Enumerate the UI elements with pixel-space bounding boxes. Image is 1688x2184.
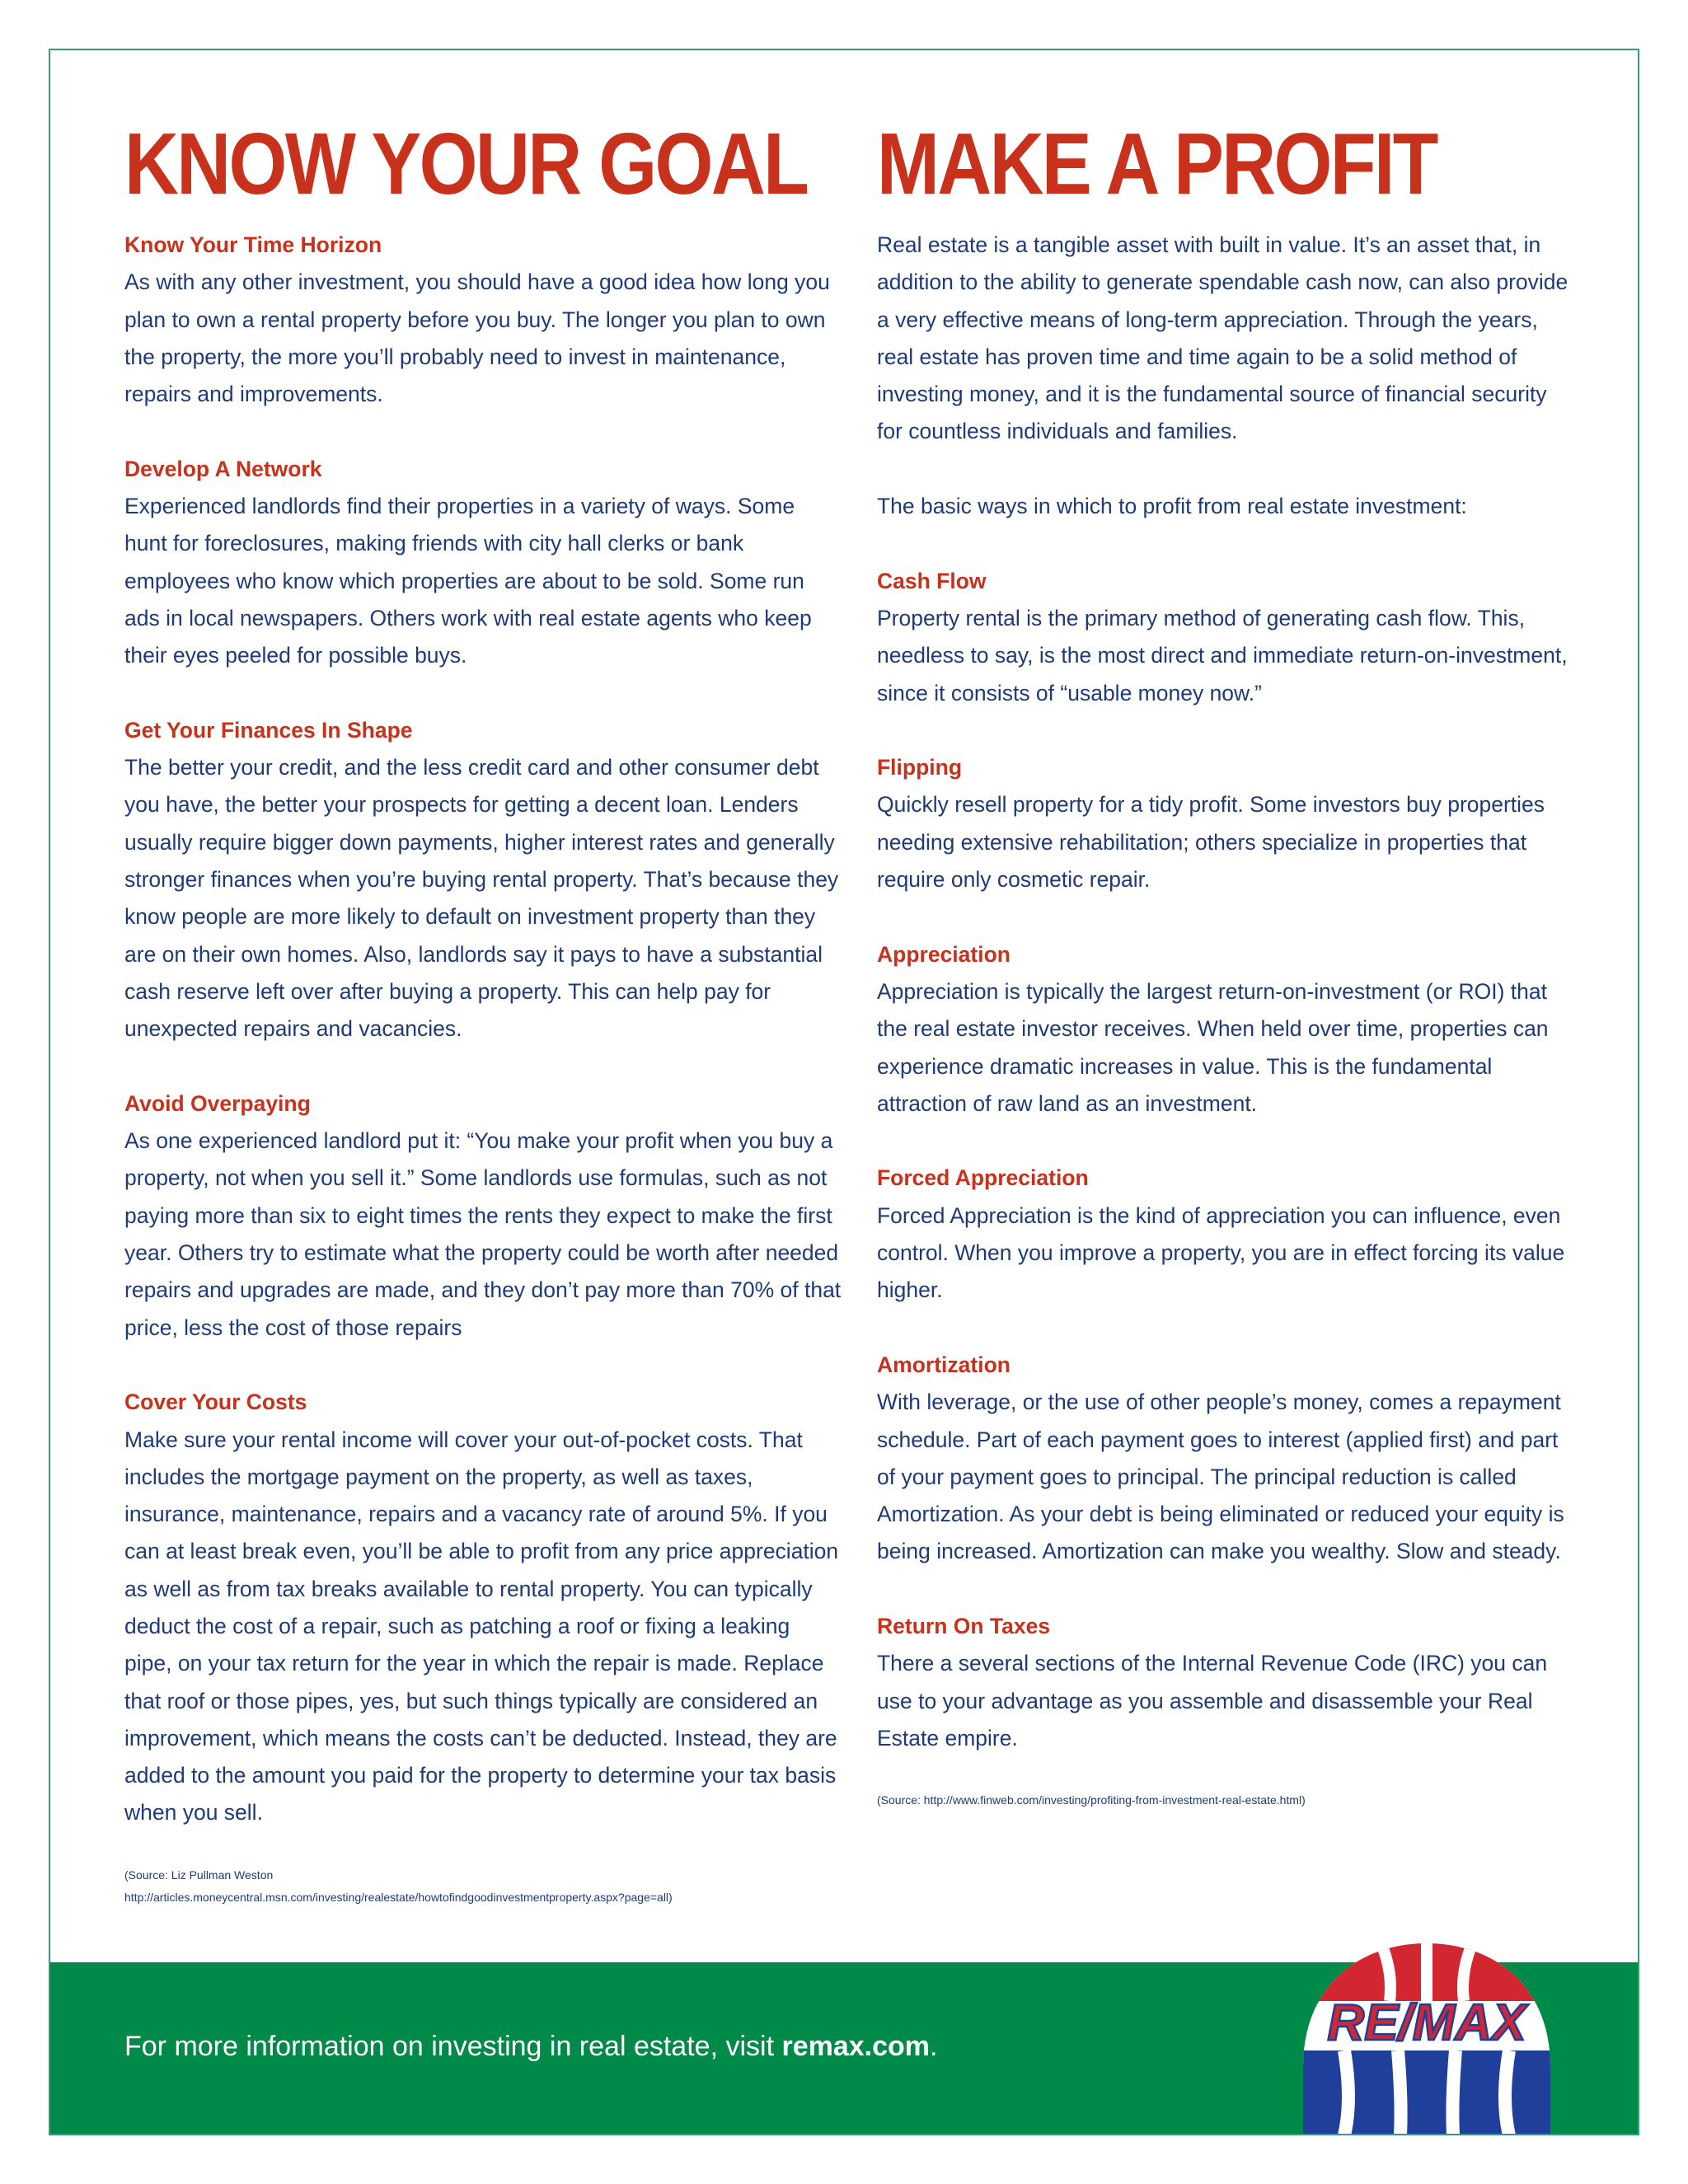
footer-text: [124, 2028, 937, 2064]
section: [124, 712, 842, 1048]
section-paragraph: Make sure your rental income will cover your out-of-pocket costs. That includes the mortgage payment on the property, as well as taxes, insurance, maintenance, repairs and a vacancy rate of around 5%. If you can at least break even, you’ll be able to profit from any price appreciation as well as from tax breaks available to rental property. You can typically deduct the cost of a repair, such as patching a roof or fixing a leaking pipe, on your tax return for the year in which the repair is made. Replace that roof or those pipes, yes, but such things typically are considered an improvement, which means the costs can’t be deducted. Instead, they are added to the amount you paid for the property to determine your tax basis when you sell.: [124, 1427, 839, 1825]
section-paragraph: Experienced landlords find their properties in a variety of ways. Some hunt for foreclosures, making friends with city hall clerks or bank employees who know which properties are about to be sold. Some run ads in local newspapers. Others work with real estate agents who keep their eyes peeled for possible buys.: [124, 494, 812, 668]
intro-paragraph: The basic ways in which to profit from real estate investment:: [877, 494, 1467, 519]
section-heading: Cash Flow: [877, 568, 987, 593]
section-heading: Cover Your Costs: [124, 1390, 307, 1415]
section-heading: Get Your Finances In Shape: [124, 717, 413, 743]
page-frame: [49, 49, 1639, 2135]
section: [124, 1085, 842, 1347]
section: [877, 1347, 1578, 1571]
section: [877, 563, 1578, 712]
right-column-title: MAKE A PROFIT: [877, 115, 1437, 213]
left-column-title: KNOW YOUR GOAL: [124, 115, 808, 213]
left-column: [124, 116, 842, 1909]
section-heading: Avoid Overpaying: [124, 1090, 311, 1116]
footer-banner: [50, 1962, 1638, 2135]
section-heading: Return On Taxes: [877, 1613, 1051, 1638]
section-heading: Appreciation: [877, 941, 1010, 967]
section-paragraph: Quickly resell property for a tidy profit. Some investors buy properties needing extensive rehabilitation; others specialize in properties that require only cosmetic repair.: [877, 792, 1545, 893]
source-line: (Source: http://www.finweb.com/investing/profiting-from-investment-real-estate.html): [877, 1793, 1306, 1807]
section-heading: Develop A Network: [124, 456, 322, 481]
remax-balloon-logo: [1295, 1935, 1559, 2135]
left-sections: [124, 227, 842, 1832]
section: [877, 936, 1578, 1122]
section: [124, 451, 842, 675]
left-source-note: [124, 1864, 842, 1909]
section-paragraph: There a several sections of the Internal Revenue Code (IRC) you can use to your advantage as you assemble and disassemble your Real Estate empire.: [877, 1651, 1548, 1750]
source-line: (Source: Liz Pullman Weston: [124, 1868, 274, 1882]
section-heading: Amortization: [877, 1352, 1010, 1377]
intro-block: [877, 488, 1578, 525]
right-sections: [877, 563, 1578, 1758]
intro-block: [877, 227, 1578, 451]
section: [877, 1160, 1578, 1309]
footer-link[interactable]: remax.com: [781, 2031, 931, 2062]
section-paragraph: As one experienced landlord put it: “You make your profit when you buy a property, not when you sell it.” Some landlords use formulas, such as not paying more than six to eight times the rents they expect to make the first year. Others try to estimate what the property could be worth after needed repairs and upgrades are made, and they don’t pay more than 70% of that price, less the cost of those repairs: [124, 1128, 842, 1340]
right-source-note: [877, 1789, 1578, 1811]
section: [877, 749, 1578, 898]
source-line: http://articles.moneycentral.msn.com/investing/realestate/howtofindgoodinvestmentproperty.aspx?page=all): [124, 1891, 673, 1905]
footer-text-lead: For more information on investing in real estate, visit: [124, 2031, 782, 2062]
footer-text-period: .: [930, 2031, 938, 2062]
section-paragraph: Forced Appreciation is the kind of appreciation you can influence, even control. When you improve a property, you are in effect forcing its value higher.: [877, 1202, 1565, 1303]
section: [124, 227, 842, 413]
section-paragraph: Property rental is the primary method of generating cash flow. This, needless to say, is the most direct and immediate return-on-investment, since it consists of “usable money now.”: [877, 605, 1568, 705]
logo-text: RE/MAX: [1327, 1994, 1526, 2051]
section-paragraph: Appreciation is typically the largest return-on-investment (or ROI) that the real estate investor receives. When held over time, properties can experience dramatic increases in value. This is the fundamental attraction of raw land as an investment.: [877, 978, 1549, 1116]
section-paragraph: As with any other investment, you should have a good idea how long you plan to own a rental property before you buy. The longer you plan to own the property, the more you’ll probably need to invest in maintenance, repairs and improvements.: [124, 269, 830, 407]
section-heading: Flipping: [877, 755, 963, 780]
section: [877, 1608, 1578, 1757]
right-intro: [877, 227, 1578, 525]
section-paragraph: The better your credit, and the less credit card and other consumer debt you have, the better your prospects for getting a decent loan. Lenders usually require bigger down payments, higher interest rates and generally stronger finances when you’re buying rental property. That’s because they know people are more likely to default on investment property than they are on their own homes. Also, landlords say it pays to have a substantial cash reserve left over after buying a property. This can help pay for unexpected repairs and vacancies.: [124, 755, 839, 1042]
right-column: [877, 116, 1578, 1811]
intro-paragraph: Real estate is a tangible asset with built in value. It’s an asset that, in addition to the ability to generate spendable cash now, can also provide a very effective means of long-term appreciation. Through the years, real estate has proven time and time again to be a solid method of investing money, and it is the fundamental source of financial security for countless individuals and families.: [877, 232, 1568, 444]
section-heading: Know Your Time Horizon: [124, 232, 382, 257]
section-paragraph: With leverage, or the use of other people’s money, comes a repayment schedule. Part of each payment goes to interest (applied first) and part of your payment goes to principal. The principal reduction is called Amortization. As your debt is being eliminated or reduced your equity is being increased. Amortization can make you wealthy. Slow and steady.: [877, 1390, 1564, 1564]
section: [124, 1384, 842, 1832]
section-heading: Forced Appreciation: [877, 1165, 1089, 1191]
